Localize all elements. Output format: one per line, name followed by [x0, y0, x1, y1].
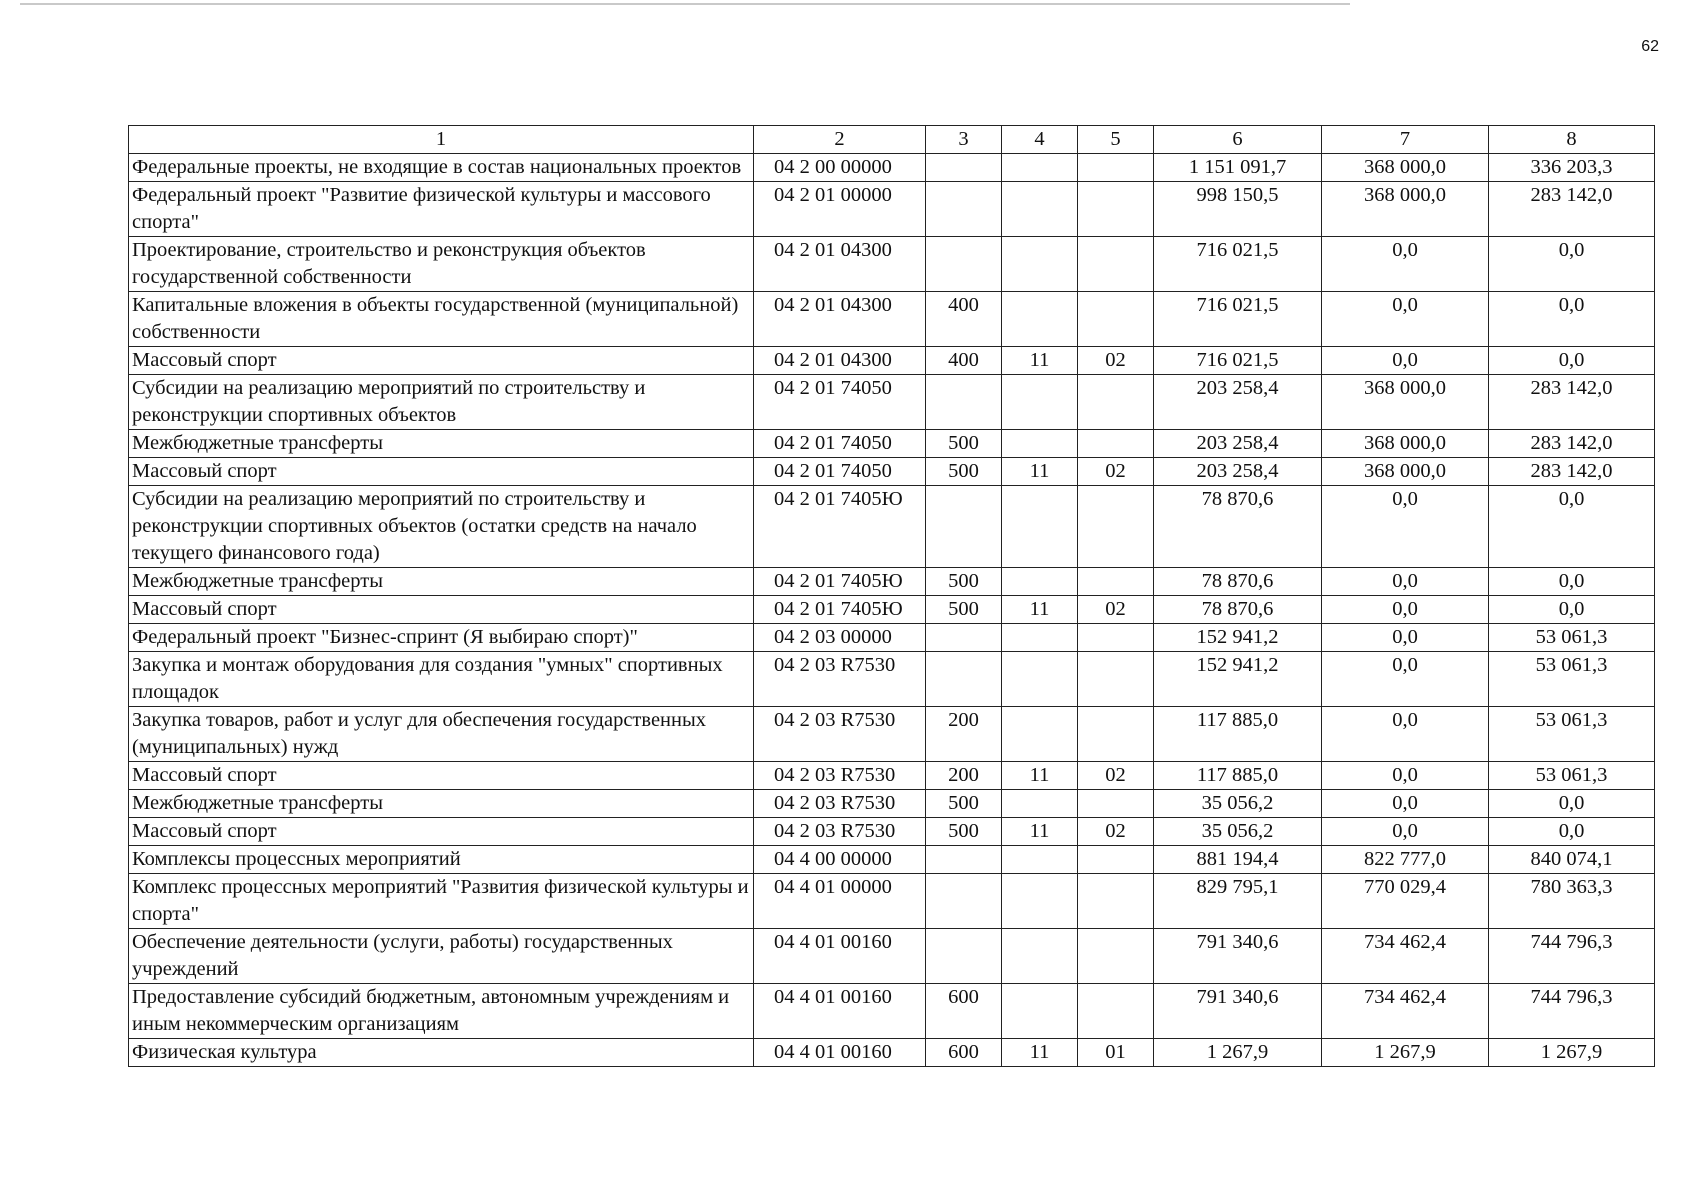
row-name-cell: Массовый спорт — [129, 762, 754, 790]
row-value8-cell: 53 061,3 — [1489, 624, 1655, 652]
row-value7-cell: 822 777,0 — [1322, 846, 1489, 874]
row-col4-cell — [1002, 652, 1078, 707]
scan-edge-line — [20, 3, 1350, 5]
row-value7-cell: 0,0 — [1322, 596, 1489, 624]
row-col4-cell — [1002, 707, 1078, 762]
row-col5-cell — [1078, 874, 1154, 929]
row-value6-cell: 998 150,5 — [1154, 182, 1322, 237]
row-value8-cell: 780 363,3 — [1489, 874, 1655, 929]
row-col3-cell — [926, 929, 1002, 984]
row-code-cell: 04 2 03 R7530 — [754, 790, 926, 818]
row-col3-cell: 500 — [926, 568, 1002, 596]
header-cell-3: 3 — [926, 126, 1002, 154]
row-name-cell: Капитальные вложения в объекты государственной (муниципальной) собственности — [129, 292, 754, 347]
row-col3-cell: 500 — [926, 430, 1002, 458]
table-row — [129, 624, 1655, 652]
table-row — [129, 430, 1655, 458]
table-row — [129, 984, 1655, 1039]
row-code-cell: 04 4 00 00000 — [754, 846, 926, 874]
row-col5-cell: 01 — [1078, 1039, 1154, 1067]
row-col5-cell — [1078, 624, 1154, 652]
row-value8-cell: 0,0 — [1489, 568, 1655, 596]
row-value7-cell: 0,0 — [1322, 762, 1489, 790]
row-value8-cell: 0,0 — [1489, 237, 1655, 292]
row-col5-cell: 02 — [1078, 458, 1154, 486]
row-col5-cell — [1078, 568, 1154, 596]
row-code-cell: 04 4 01 00160 — [754, 929, 926, 984]
row-col5-cell — [1078, 790, 1154, 818]
row-col5-cell — [1078, 929, 1154, 984]
row-value7-cell: 0,0 — [1322, 347, 1489, 375]
row-code-cell: 04 2 01 7405Ю — [754, 596, 926, 624]
row-col4-cell: 11 — [1002, 762, 1078, 790]
row-col4-cell — [1002, 486, 1078, 568]
row-value6-cell: 716 021,5 — [1154, 292, 1322, 347]
row-col3-cell — [926, 652, 1002, 707]
row-name-cell: Предоставление субсидий бюджетным, автономным учреждениям и иным некоммерческим организациям — [129, 984, 754, 1039]
row-value7-cell: 0,0 — [1322, 652, 1489, 707]
row-code-cell: 04 2 01 74050 — [754, 430, 926, 458]
row-value7-cell: 0,0 — [1322, 707, 1489, 762]
table-row — [129, 568, 1655, 596]
row-col5-cell — [1078, 846, 1154, 874]
row-value7-cell: 0,0 — [1322, 568, 1489, 596]
table-row — [129, 874, 1655, 929]
row-name-cell: Комплекс процессных мероприятий "Развития физической культуры и спорта" — [129, 874, 754, 929]
row-col4-cell — [1002, 430, 1078, 458]
row-code-cell: 04 2 01 04300 — [754, 347, 926, 375]
table-row — [129, 790, 1655, 818]
table-row — [129, 237, 1655, 292]
table-row — [129, 929, 1655, 984]
row-value8-cell: 840 074,1 — [1489, 846, 1655, 874]
row-value6-cell: 203 258,4 — [1154, 375, 1322, 430]
table-body — [129, 126, 1655, 1067]
row-value6-cell: 203 258,4 — [1154, 458, 1322, 486]
row-value8-cell: 53 061,3 — [1489, 652, 1655, 707]
row-value7-cell: 368 000,0 — [1322, 154, 1489, 182]
table-row — [129, 154, 1655, 182]
row-col3-cell: 500 — [926, 596, 1002, 624]
row-name-cell: Обеспечение деятельности (услуги, работы) государственных учреждений — [129, 929, 754, 984]
row-value6-cell: 78 870,6 — [1154, 596, 1322, 624]
row-value8-cell: 0,0 — [1489, 790, 1655, 818]
row-value6-cell: 78 870,6 — [1154, 568, 1322, 596]
row-value7-cell: 368 000,0 — [1322, 182, 1489, 237]
row-code-cell: 04 2 01 74050 — [754, 375, 926, 430]
row-value6-cell: 117 885,0 — [1154, 762, 1322, 790]
row-value8-cell: 0,0 — [1489, 596, 1655, 624]
row-value6-cell: 791 340,6 — [1154, 929, 1322, 984]
row-code-cell: 04 2 03 R7530 — [754, 707, 926, 762]
row-col3-cell — [926, 154, 1002, 182]
header-cell-1: 1 — [129, 126, 754, 154]
row-col4-cell: 11 — [1002, 347, 1078, 375]
row-code-cell: 04 2 01 04300 — [754, 237, 926, 292]
row-value8-cell: 283 142,0 — [1489, 182, 1655, 237]
row-value6-cell: 1 267,9 — [1154, 1039, 1322, 1067]
row-name-cell: Проектирование, строительство и реконструкция объектов государственной собственности — [129, 237, 754, 292]
row-value7-cell: 0,0 — [1322, 818, 1489, 846]
row-col3-cell: 500 — [926, 790, 1002, 818]
table-row — [129, 375, 1655, 430]
header-cell-8: 8 — [1489, 126, 1655, 154]
table-row — [129, 846, 1655, 874]
row-value8-cell: 283 142,0 — [1489, 375, 1655, 430]
row-name-cell: Межбюджетные трансферты — [129, 430, 754, 458]
row-value7-cell: 770 029,4 — [1322, 874, 1489, 929]
row-name-cell: Массовый спорт — [129, 596, 754, 624]
row-col4-cell — [1002, 846, 1078, 874]
row-value6-cell: 78 870,6 — [1154, 486, 1322, 568]
row-col4-cell — [1002, 154, 1078, 182]
row-value8-cell: 0,0 — [1489, 292, 1655, 347]
row-value7-cell: 368 000,0 — [1322, 375, 1489, 430]
row-col4-cell — [1002, 929, 1078, 984]
row-code-cell: 04 2 01 74050 — [754, 458, 926, 486]
row-col3-cell — [926, 237, 1002, 292]
row-col5-cell: 02 — [1078, 762, 1154, 790]
row-value8-cell: 0,0 — [1489, 347, 1655, 375]
row-value7-cell: 0,0 — [1322, 292, 1489, 347]
row-code-cell: 04 2 03 R7530 — [754, 818, 926, 846]
row-value6-cell: 1 151 091,7 — [1154, 154, 1322, 182]
row-col3-cell — [926, 624, 1002, 652]
row-value8-cell: 744 796,3 — [1489, 984, 1655, 1039]
row-col5-cell: 02 — [1078, 347, 1154, 375]
row-value8-cell: 283 142,0 — [1489, 430, 1655, 458]
row-col4-cell — [1002, 790, 1078, 818]
row-value6-cell: 203 258,4 — [1154, 430, 1322, 458]
row-col4-cell — [1002, 624, 1078, 652]
row-col5-cell — [1078, 430, 1154, 458]
table-row — [129, 1039, 1655, 1067]
row-code-cell: 04 4 01 00000 — [754, 874, 926, 929]
row-col5-cell: 02 — [1078, 818, 1154, 846]
row-col3-cell: 400 — [926, 292, 1002, 347]
row-col5-cell — [1078, 292, 1154, 347]
row-name-cell: Субсидии на реализацию мероприятий по строительству и реконструкции спортивных объектов — [129, 375, 754, 430]
row-col3-cell — [926, 182, 1002, 237]
row-value7-cell: 0,0 — [1322, 624, 1489, 652]
row-value7-cell: 1 267,9 — [1322, 1039, 1489, 1067]
row-col5-cell — [1078, 652, 1154, 707]
row-col3-cell: 500 — [926, 458, 1002, 486]
row-value8-cell: 1 267,9 — [1489, 1039, 1655, 1067]
row-code-cell: 04 2 03 R7530 — [754, 652, 926, 707]
row-col5-cell — [1078, 375, 1154, 430]
table-row — [129, 652, 1655, 707]
row-col3-cell: 200 — [926, 707, 1002, 762]
row-value8-cell: 744 796,3 — [1489, 929, 1655, 984]
table-row — [129, 818, 1655, 846]
row-col3-cell: 400 — [926, 347, 1002, 375]
row-code-cell: 04 2 03 00000 — [754, 624, 926, 652]
header-cell-7: 7 — [1322, 126, 1489, 154]
row-name-cell: Межбюджетные трансферты — [129, 790, 754, 818]
row-value6-cell: 829 795,1 — [1154, 874, 1322, 929]
row-value6-cell: 35 056,2 — [1154, 790, 1322, 818]
row-col3-cell: 600 — [926, 1039, 1002, 1067]
table-row — [129, 182, 1655, 237]
row-name-cell: Физическая культура — [129, 1039, 754, 1067]
row-name-cell: Закупка и монтаж оборудования для создания "умных" спортивных площадок — [129, 652, 754, 707]
page-number: 62 — [1641, 38, 1659, 55]
row-value6-cell: 117 885,0 — [1154, 707, 1322, 762]
row-name-cell: Федеральный проект "Развитие физической культуры и массового спорта" — [129, 182, 754, 237]
row-value7-cell: 734 462,4 — [1322, 929, 1489, 984]
row-value6-cell: 881 194,4 — [1154, 846, 1322, 874]
row-code-cell: 04 2 01 7405Ю — [754, 568, 926, 596]
row-value7-cell: 0,0 — [1322, 790, 1489, 818]
header-cell-5: 5 — [1078, 126, 1154, 154]
table-row — [129, 347, 1655, 375]
table-row — [129, 596, 1655, 624]
row-name-cell: Федеральные проекты, не входящие в состав национальных проектов — [129, 154, 754, 182]
row-value6-cell: 152 941,2 — [1154, 652, 1322, 707]
row-col5-cell — [1078, 154, 1154, 182]
row-code-cell: 04 2 01 00000 — [754, 182, 926, 237]
row-col4-cell — [1002, 874, 1078, 929]
row-name-cell: Субсидии на реализацию мероприятий по строительству и реконструкции спортивных объектов (остатки средств на начало текущего финансового года) — [129, 486, 754, 568]
row-value6-cell: 791 340,6 — [1154, 984, 1322, 1039]
row-name-cell: Массовый спорт — [129, 458, 754, 486]
budget-table — [128, 125, 1655, 1067]
row-code-cell: 04 2 01 7405Ю — [754, 486, 926, 568]
row-name-cell: Федеральный проект "Бизнес-спринт (Я выбираю спорт)" — [129, 624, 754, 652]
row-value6-cell: 152 941,2 — [1154, 624, 1322, 652]
table-row — [129, 458, 1655, 486]
row-name-cell: Межбюджетные трансферты — [129, 568, 754, 596]
row-col3-cell — [926, 486, 1002, 568]
row-col4-cell — [1002, 375, 1078, 430]
row-col4-cell: 11 — [1002, 458, 1078, 486]
table-row — [129, 292, 1655, 347]
row-value8-cell: 53 061,3 — [1489, 707, 1655, 762]
header-cell-2: 2 — [754, 126, 926, 154]
row-col4-cell: 11 — [1002, 1039, 1078, 1067]
row-code-cell: 04 2 00 00000 — [754, 154, 926, 182]
row-value7-cell: 734 462,4 — [1322, 984, 1489, 1039]
row-value7-cell: 0,0 — [1322, 486, 1489, 568]
row-col5-cell — [1078, 237, 1154, 292]
row-code-cell: 04 4 01 00160 — [754, 1039, 926, 1067]
row-value8-cell: 53 061,3 — [1489, 762, 1655, 790]
table-row — [129, 707, 1655, 762]
header-cell-6: 6 — [1154, 126, 1322, 154]
row-value7-cell: 368 000,0 — [1322, 430, 1489, 458]
row-col4-cell — [1002, 292, 1078, 347]
row-value8-cell: 0,0 — [1489, 818, 1655, 846]
table-row — [129, 486, 1655, 568]
row-col4-cell — [1002, 984, 1078, 1039]
row-col4-cell — [1002, 568, 1078, 596]
row-name-cell: Массовый спорт — [129, 818, 754, 846]
row-col5-cell — [1078, 486, 1154, 568]
row-code-cell: 04 2 01 04300 — [754, 292, 926, 347]
row-col4-cell: 11 — [1002, 818, 1078, 846]
row-value6-cell: 716 021,5 — [1154, 237, 1322, 292]
header-cell-4: 4 — [1002, 126, 1078, 154]
row-col5-cell — [1078, 707, 1154, 762]
row-col5-cell: 02 — [1078, 596, 1154, 624]
row-col4-cell: 11 — [1002, 596, 1078, 624]
row-value6-cell: 35 056,2 — [1154, 818, 1322, 846]
row-value7-cell: 0,0 — [1322, 237, 1489, 292]
row-col3-cell — [926, 846, 1002, 874]
row-name-cell: Комплексы процессных мероприятий — [129, 846, 754, 874]
row-col5-cell — [1078, 182, 1154, 237]
row-value8-cell: 336 203,3 — [1489, 154, 1655, 182]
row-value7-cell: 368 000,0 — [1322, 458, 1489, 486]
row-value8-cell: 283 142,0 — [1489, 458, 1655, 486]
row-col3-cell — [926, 874, 1002, 929]
row-col4-cell — [1002, 237, 1078, 292]
row-col3-cell: 500 — [926, 818, 1002, 846]
header-row — [129, 126, 1655, 154]
row-code-cell: 04 2 03 R7530 — [754, 762, 926, 790]
row-col3-cell: 200 — [926, 762, 1002, 790]
row-col3-cell: 600 — [926, 984, 1002, 1039]
row-name-cell: Массовый спорт — [129, 347, 754, 375]
row-col4-cell — [1002, 182, 1078, 237]
row-value6-cell: 716 021,5 — [1154, 347, 1322, 375]
row-col3-cell — [926, 375, 1002, 430]
row-code-cell: 04 4 01 00160 — [754, 984, 926, 1039]
table-row — [129, 762, 1655, 790]
row-value8-cell: 0,0 — [1489, 486, 1655, 568]
row-col5-cell — [1078, 984, 1154, 1039]
row-name-cell: Закупка товаров, работ и услуг для обеспечения государственных (муниципальных) нужд — [129, 707, 754, 762]
